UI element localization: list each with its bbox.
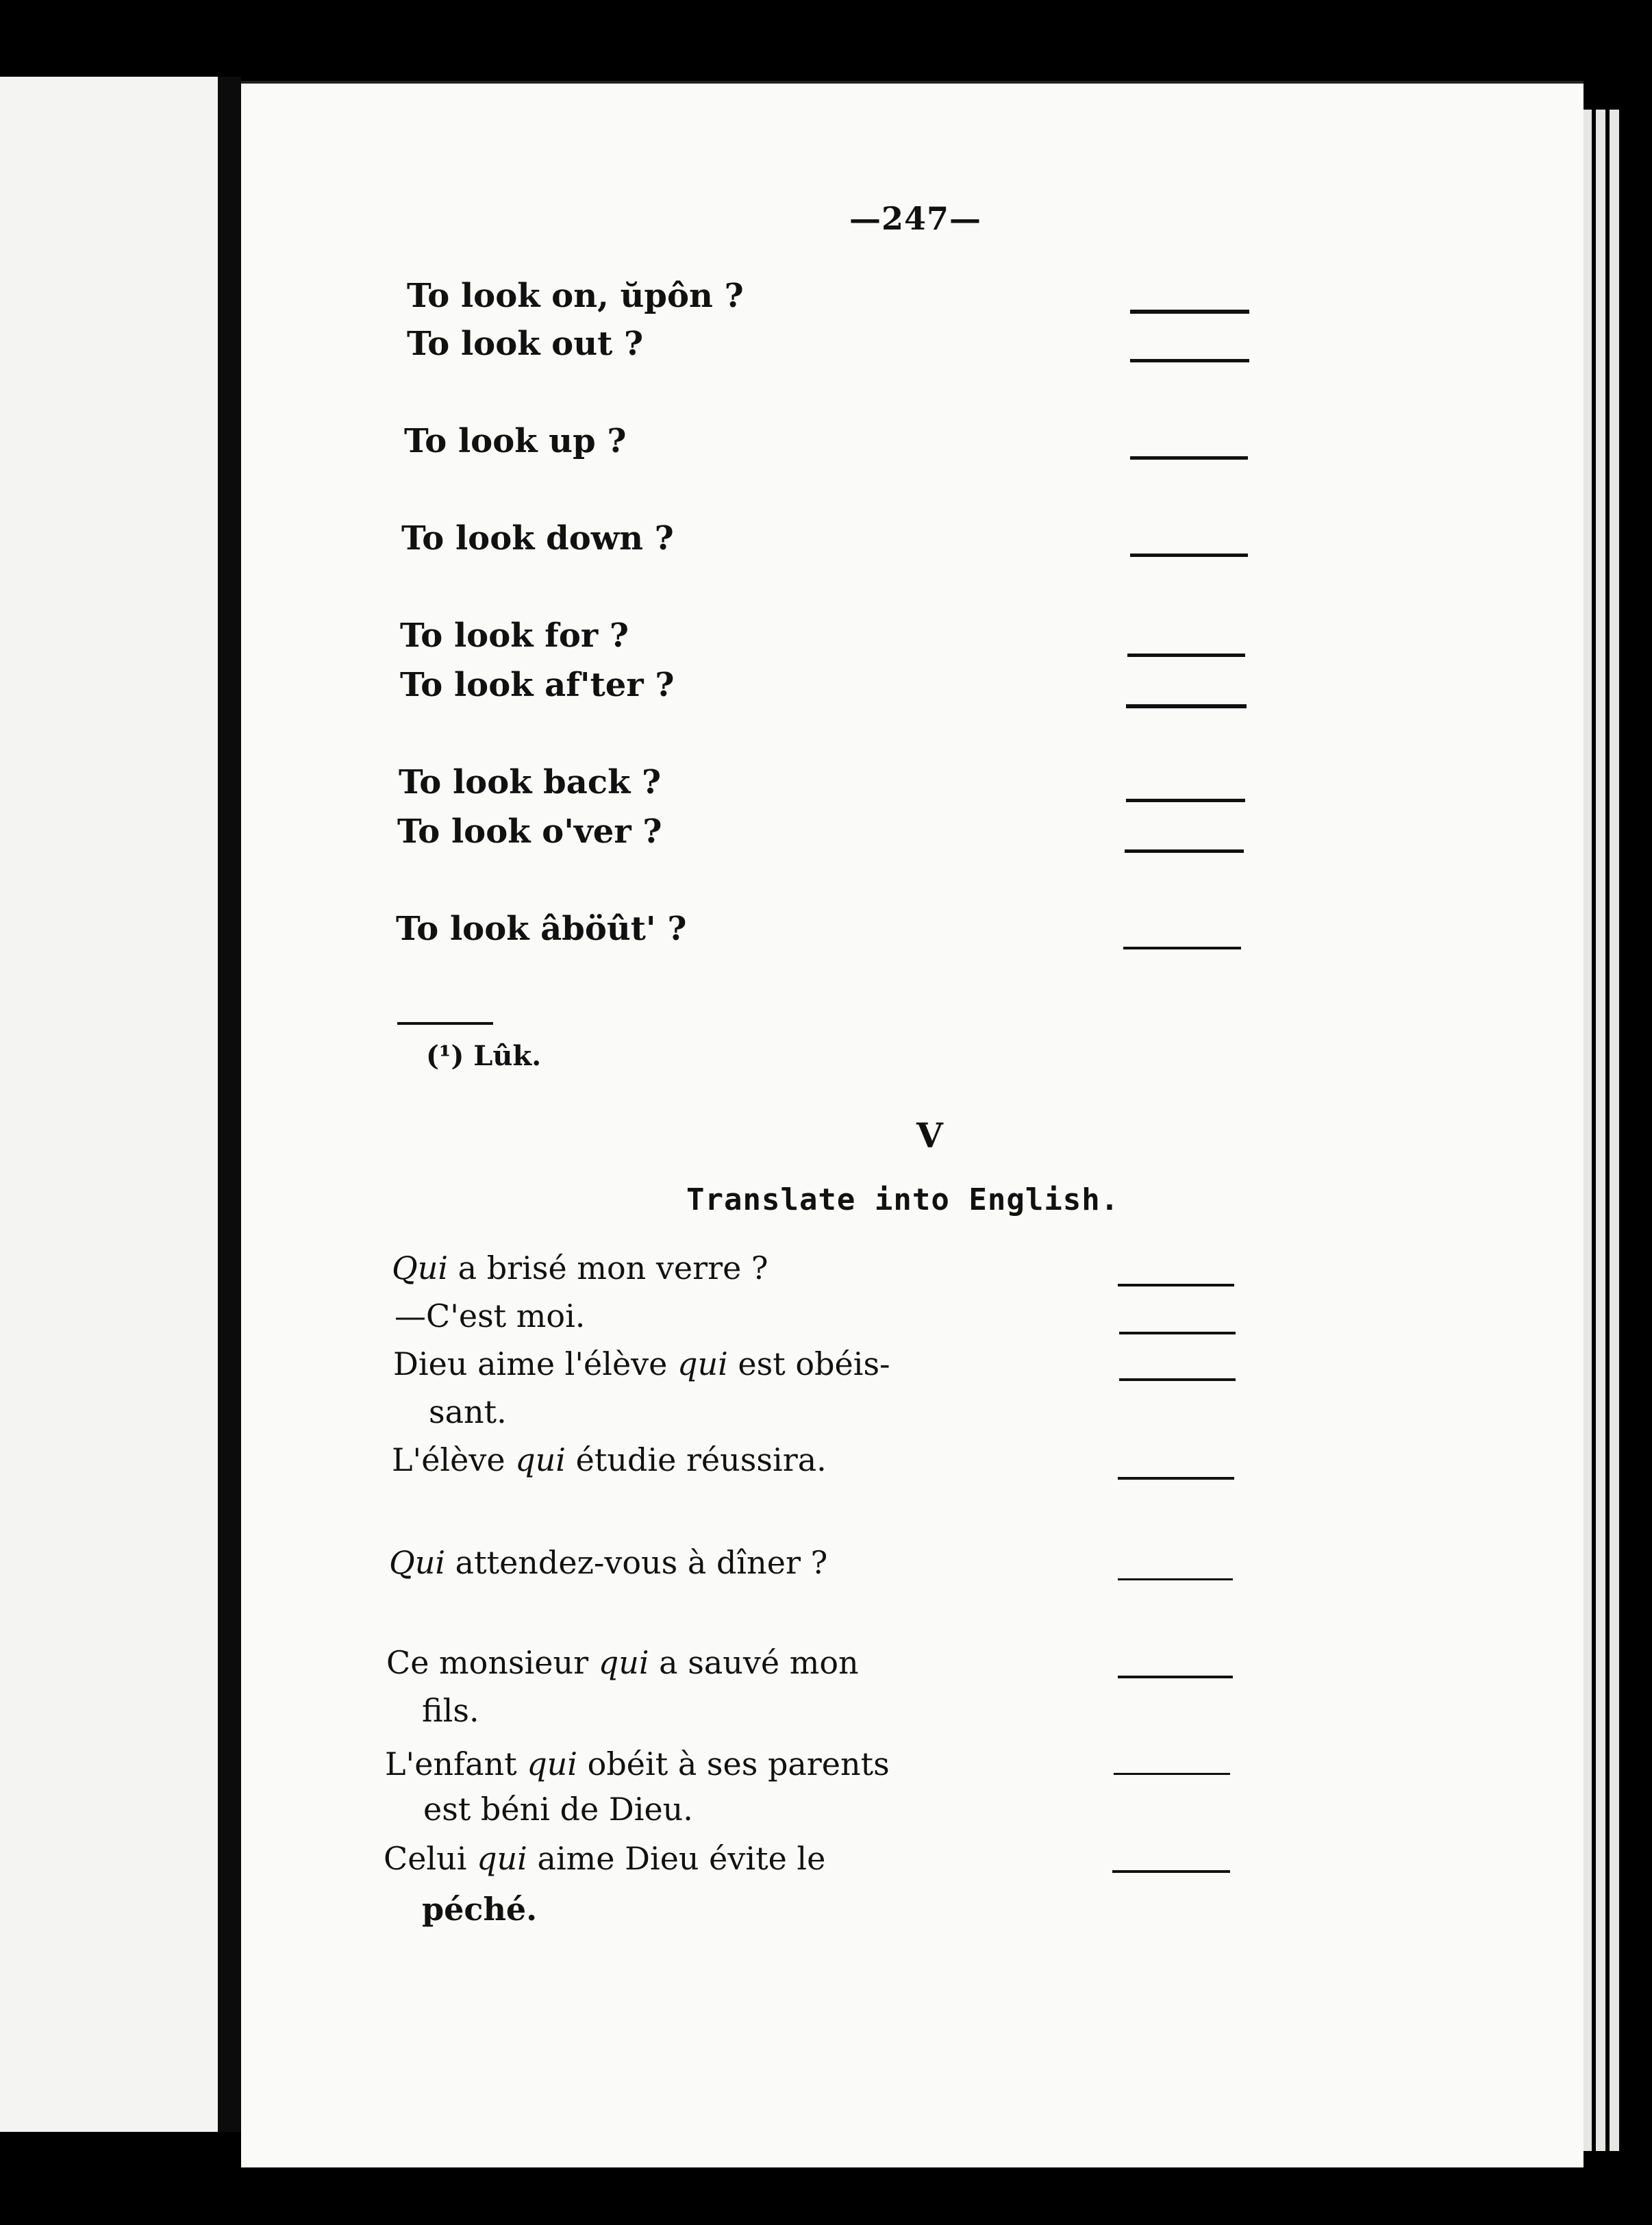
sentence-text: attendez-vous à dîner ? — [445, 1544, 828, 1581]
page-number: —247— — [849, 200, 982, 237]
answer-blank — [1126, 704, 1247, 708]
phrase-look-for: To look for ? — [400, 617, 629, 655]
page-edge — [1584, 110, 1592, 2151]
book-spine — [218, 77, 241, 2132]
qui-word: qui — [477, 1840, 527, 1877]
sentence-text: a sauvé mon — [649, 1644, 859, 1681]
answer-blank — [1130, 554, 1248, 557]
qui-word: qui — [598, 1644, 649, 1681]
french-sentence — [392, 1441, 827, 1478]
phrase-look-back: To look back ? — [399, 763, 662, 801]
sentence-text: aime Dieu évite le — [527, 1840, 826, 1877]
qui-word: Qui — [392, 1250, 449, 1286]
sentence-text: a brisé mon verre ? — [448, 1250, 768, 1286]
phrase-look-on: To look on, ŭpôn ? — [407, 277, 744, 315]
sentence-text: est béni de Dieu. — [423, 1791, 693, 1828]
sentence-text: Celui — [384, 1840, 477, 1877]
sentence-text: —C'est moi. — [395, 1297, 586, 1334]
footnote: (¹) Lûk. — [426, 1040, 542, 1072]
sentence-text: Dieu aime l'élève — [393, 1345, 678, 1382]
sentence-text: est obéis- — [727, 1345, 890, 1382]
qui-word: Qui — [389, 1544, 446, 1581]
answer-blank — [1118, 1477, 1234, 1480]
footnote-rule — [397, 1022, 493, 1025]
french-sentence-continued — [429, 1393, 507, 1430]
qui-word: qui — [677, 1345, 728, 1382]
left-page-edge — [0, 77, 218, 2132]
french-sentence-continued — [422, 1891, 537, 1928]
phrase-look-after: To look af'ter ? — [400, 666, 675, 704]
sentence-text: sant. — [429, 1393, 507, 1430]
phrase-look-down: To look down ? — [401, 519, 674, 558]
french-sentence — [384, 1840, 825, 1877]
answer-blank — [1119, 1332, 1236, 1334]
phrase-look-over: To look o'ver ? — [397, 812, 662, 851]
answer-blank — [1130, 359, 1249, 362]
answer-blank — [1126, 799, 1245, 802]
sentence-text: Ce monsieur — [386, 1644, 599, 1681]
section-number: V — [916, 1115, 943, 1156]
french-sentence-continued — [422, 1692, 479, 1729]
sentence-text: fils. — [422, 1692, 479, 1729]
page-edge — [1596, 110, 1605, 2151]
sentence-text: étudie réussira. — [565, 1441, 827, 1478]
sentence-text: obéit à ses parents — [577, 1745, 890, 1782]
qui-word: qui — [527, 1745, 578, 1782]
answer-blank — [1127, 654, 1245, 657]
french-sentence-continued — [423, 1791, 693, 1828]
answer-blank — [1130, 456, 1248, 460]
french-sentence — [393, 1345, 890, 1382]
sentence-text: péché. — [422, 1891, 538, 1928]
sentence-text: L'élève — [392, 1441, 516, 1478]
phrase-look-about: To look âböût' ? — [396, 910, 687, 948]
qui-word: qui — [515, 1441, 566, 1478]
answer-blank — [1118, 1284, 1234, 1286]
answer-blank — [1114, 1773, 1230, 1775]
section-instruction: Translate into English. — [686, 1182, 1120, 1217]
french-sentence — [392, 1250, 768, 1286]
answer-blank — [1112, 1870, 1230, 1873]
french-sentence — [385, 1745, 890, 1782]
page-edge — [1610, 110, 1619, 2151]
sentence-text: L'enfant — [385, 1745, 527, 1782]
french-sentence — [386, 1644, 859, 1681]
answer-blank — [1118, 1578, 1233, 1580]
answer-blank — [1123, 947, 1241, 949]
answer-blank — [1119, 1378, 1236, 1381]
answer-blank — [1118, 1676, 1233, 1678]
phrase-look-up: To look up ? — [404, 422, 627, 460]
french-sentence — [395, 1297, 585, 1334]
french-sentence — [389, 1544, 827, 1581]
phrase-look-out: To look out ? — [407, 325, 644, 363]
answer-blank — [1130, 310, 1249, 314]
answer-blank — [1125, 849, 1244, 853]
